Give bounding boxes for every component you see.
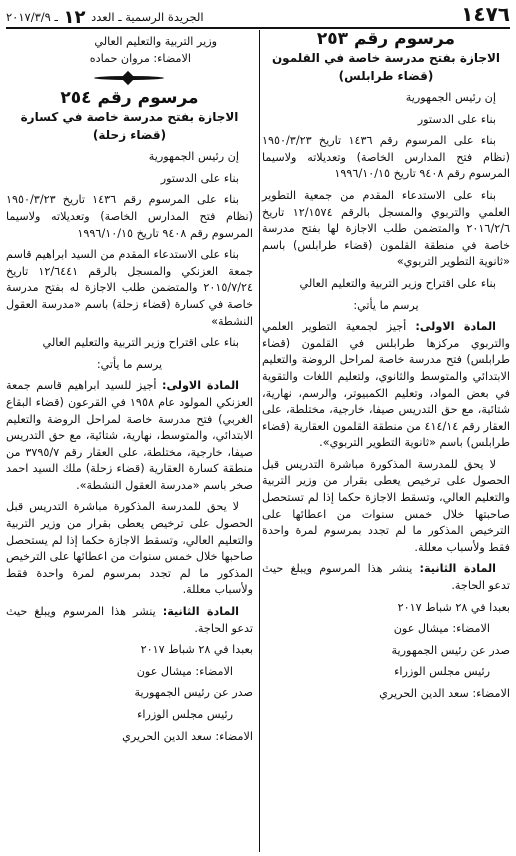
- signature-date: بعبدا في ٢٨ شباط ٢٠١٧: [397, 600, 510, 614]
- column-left: [6, 30, 253, 856]
- decree-title-254: مرسوم رقم ٢٥٤: [60, 88, 199, 109]
- preamble-decree-1436: بناء على المرسوم رقم ١٤٣٦ تاريخ ١٩٥٠/٣/٢٣ (نظام فتح المدارس الخاصة) وتعديلاته ولاسيما المرسوم رقم ٩٤٠٨ تاريخ ١٩٩٦/١٠/١٥: [262, 134, 510, 181]
- article-1-condition: لا يحق للمدرسة المذكورة مباشرة التدريس قبل الحصول على ترخيص يعطى بقرار من وزير التربية والتعليم العالي، وتسقط الاجازة حكما إذا لم تستحصل صاحبتها خلال خمس سنوات من اعطائها على الترخيص المذكور ما لم تجدد بمرسوم لمرة واحدة فقط ولأسباب معللة.: [262, 457, 510, 554]
- decree-subject: الاجازة بفتح مدرسة خاصة في القلمون: [271, 51, 501, 65]
- minister-title: وزير التربية والتعليم العالي: [94, 35, 217, 48]
- pm-title: رئيس مجلس الوزراء: [394, 665, 490, 679]
- signature-pm: الامضاء: سعد الدين الحريري: [122, 729, 253, 743]
- minister-signature: الامضاء: مروان حماده: [89, 51, 191, 65]
- article-1: [262, 319, 510, 452]
- gazette-name: الجريدة الرسمية ـ العدد: [91, 10, 204, 24]
- decrees-following: يرسم ما يأتي:: [353, 298, 419, 312]
- signature-date: بعبدا في ٢٨ شباط ٢٠١٧: [140, 643, 253, 657]
- page-number: ١٤٧٦: [461, 2, 510, 26]
- preamble-president: إن رئيس الجمهورية: [148, 150, 239, 164]
- decree-subject: الاجازة بفتح مدرسة خاصة في كسارة: [20, 110, 239, 125]
- decree-divider: [6, 69, 253, 85]
- article-2-text: ينشر هذا المرسوم ويبلغ حيث تدعو الحاجة.: [262, 562, 510, 593]
- pm-title: رئيس مجلس الوزراء: [137, 708, 233, 721]
- article-2: [6, 604, 253, 637]
- signature-president: الامضاء: ميشال عون: [136, 664, 233, 678]
- preamble-application: بناء على الاستدعاء المقدم من السيد ابراهيم قاسم جمعة العزنكي والمسجل بالرقم ١٢/٦٤٤١ تاريخ ٢٠١٥/٧/٢٤ والمتضمن طلب الاجازة له بفتح مدرسة خاصة في كسارة (قضاء زحلة) باسم «مدرسة العقول النشطة»: [6, 248, 253, 328]
- article-1-text: أجيز لجمعية التطوير العلمي والتربوي مركزها طرابلس في القلمون (قضاء طرابلس) فتح مدرسة خاصة لمراحل الروضة والتعليم الابتدائي والمتوسط والثانوي، ولتعليم اللغات والتقوية في بعض المواد، وتعليم الكمبيوتر، والرسم، نهارية، شتائية، مع حق التدريس صيفا، خارجية، مختلطة، على العقار رقم ٤١٤/١٤ من منطقة القلمون العقارية (قضاء طرابلس) باسم «ثانوية التطوير التربوي».: [262, 320, 510, 450]
- preamble-decree-1436: بناء على المرسوم رقم ١٤٣٦ تاريخ ١٩٥٠/٣/٢٣ (نظام فتح المدارس الخاصة) وتعديلاته ولاسيما المرسوم رقم ٩٤٠٨ تاريخ ١٩٩٦/١٠/١٥: [6, 193, 253, 240]
- article-1-label: المادة الاولى:: [415, 320, 497, 334]
- preamble-president: إن رئيس الجمهورية: [405, 91, 496, 104]
- issue-date: ـ ٢٠١٧/٣/٩: [6, 10, 58, 24]
- preamble-proposal: بناء على اقتراح وزير التربية والتعليم العالي: [299, 276, 496, 290]
- column-rule: [259, 30, 260, 852]
- decree-district: (قضاء طرابلس): [338, 69, 434, 83]
- article-2-text: ينشر هذا المرسوم ويبلغ حيث تدعو الحاجة.: [6, 605, 253, 635]
- preamble-constitution: بناء على الدستور: [160, 171, 239, 185]
- preamble-application: بناء على الاستدعاء المقدم من جمعية التطوير العلمي والتربوي والمسجل بالرقم ١٢/١٥٧٤ تاريخ ٢٠١٦/٢/٦ والمتضمن طلب الاجازة لها بفتح مدرسة خاصة في منطقة القلمون (قضاء طرابلس) باسم «ثانوية التطوير التربوي»: [262, 188, 510, 269]
- preamble-proposal: بناء على اقتراح وزير التربية والتعليم العالي: [42, 336, 239, 350]
- gazette-title: [6, 7, 204, 28]
- decrees-following: يرسم ما يأتي:: [96, 357, 163, 371]
- signature-pm: الامضاء: سعد الدين الحريري: [379, 687, 510, 700]
- article-2-label: المادة الثانية:: [419, 562, 496, 576]
- signature-president: الامضاء: ميشال عون: [393, 622, 490, 636]
- issue-number: ١٢: [63, 7, 86, 28]
- decree-district: (قضاء زحلة): [92, 128, 167, 143]
- issued-by-president: صدر عن رئيس الجمهورية: [391, 643, 510, 657]
- article-2-label: المادة الثانية:: [162, 605, 239, 619]
- article-1-label: المادة الاولى:: [161, 379, 239, 393]
- preamble-constitution: بناء على الدستور: [417, 112, 496, 126]
- decree-title-253: مرسوم رقم ٢٥٣: [316, 29, 456, 49]
- issued-by-president: صدر عن رئيس الجمهورية: [134, 686, 253, 700]
- article-1: [6, 378, 253, 494]
- article-2: [262, 561, 510, 594]
- article-1-condition: لا يحق للمدرسة المذكورة مباشرة التدريس قبل الحصول على ترخيص يعطى بقرار من وزير التربية والتعليم العالي، وتسقط الاجازة حكما إذا لم يستحصل صاحبها خلال خمس سنوات من اعطائها على الترخيص المذكور ما لم تجدد بمرسوم لمرة واحدة فقط ولأسباب معللة.: [6, 500, 253, 597]
- article-1-text: أجيز للسيد ابراهيم قاسم جمعة العزنكي المولود عام ١٩٥٨ في القرعون (قضاء البقاع الغربي) فتح مدرسة خاصة لمراحل الروضة والتعليم الابتدائي، والمتوسط، نهارية، شتائية، مع حق التدريس صيفا، خارجية، مختلطة، على العقار رقم ٣٧٩٥/٧ من منطقة كسارة العقارية (قضاء زحلة) ملك السيد احمد صخر باسم «مدرسة العقول النشطة».: [6, 379, 253, 492]
- page-header: [6, 2, 510, 26]
- column-right: [262, 30, 510, 856]
